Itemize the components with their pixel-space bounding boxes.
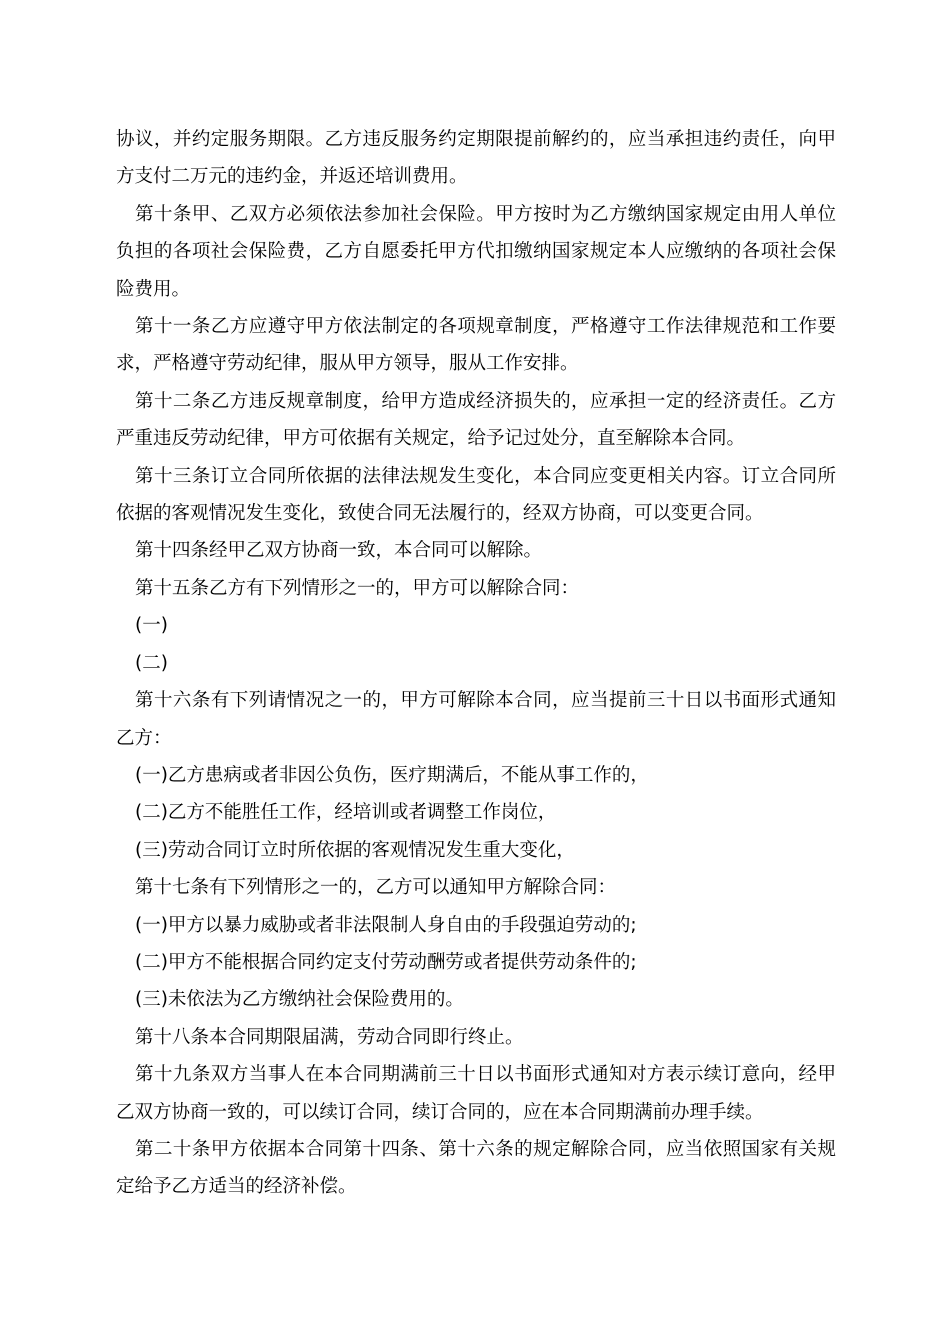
list-item: (一): [135, 615, 168, 637]
list-item: (二): [135, 652, 168, 674]
document-body: [116, 121, 836, 1206]
paragraph-article-14: 第十四条经甲乙双方协商一致，本合同可以解除。: [135, 540, 543, 562]
paragraph-article-17: 第十七条有下列情形之一的，乙方可以通知甲方解除合同：: [135, 877, 617, 899]
paragraph-article-19: 第十九条双方当事人在本合同期满前三十日以书面形式通知对方表示续订意向，经甲乙双方协商一致的，可以续订合同，续订合同的，应在本合同期满前办理手续。: [116, 1064, 836, 1123]
list-item: (三)劳动合同订立时所依据的客观情况发生重大变化，: [135, 839, 575, 861]
paragraph-article-15: 第十五条乙方有下列情形之一的，甲方可以解除合同：: [135, 577, 580, 599]
paragraph-article-13: 第十三条订立合同所依据的法律法规发生变化，本合同应变更相关内容。订立合同所依据的客观情况发生变化，致使合同无法履行的，经双方协商，可以变更合同。: [116, 465, 836, 525]
list-item: (一)甲方以暴力威胁或者非法限制人身自由的手段强迫劳动的;: [135, 914, 637, 936]
paragraph-continuation: 协议，并约定服务期限。乙方违反服务约定期限提前解约的，应当承担违约责任，向甲方支付二万元的违约金，并返还培训费用。: [116, 129, 836, 188]
paragraph-article-10: 第十条甲、乙双方必须依法参加社会保险。甲方按时为乙方缴纳国家规定由用人单位负担的各项社会保险费，乙方自愿委托甲方代扣缴纳国家规定本人应缴纳的各项社会保险费用。: [116, 203, 836, 300]
list-item: (二)乙方不能胜任工作，经培训或者调整工作岗位，: [135, 802, 557, 824]
paragraph-article-16: 第十六条有下列请情况之一的，甲方可解除本合同，应当提前三十日以书面形式通知乙方：: [116, 690, 836, 749]
list-item: (一)乙方患病或者非因公负伤，医疗期满后，不能从事工作的，: [135, 764, 649, 786]
paragraph-article-12: 第十二条乙方违反规章制度，给甲方造成经济损失的，应承担一定的经济责任。乙方严重违反劳动纪律，甲方可依据有关规定，给予记过处分，直至解除本合同。: [116, 390, 836, 450]
list-item: (三)未依法为乙方缴纳社会保险费用的。: [135, 989, 464, 1011]
paragraph-article-11: 第十一条乙方应遵守甲方依法制定的各项规章制度，严格遵守工作法律规范和工作要求，严格遵守劳动纪律，服从甲方领导，服从工作安排。: [116, 316, 836, 375]
paragraph-article-18: 第十八条本合同期限届满，劳动合同即行终止。: [135, 1026, 524, 1048]
paragraph-article-20: 第二十条甲方依据本合同第十四条、第十六条的规定解除合同，应当依照国家有关规定给予乙方适当的经济补偿。: [116, 1138, 836, 1198]
list-item: (二)甲方不能根据合同约定支付劳动酬劳或者提供劳动条件的;: [135, 951, 637, 973]
